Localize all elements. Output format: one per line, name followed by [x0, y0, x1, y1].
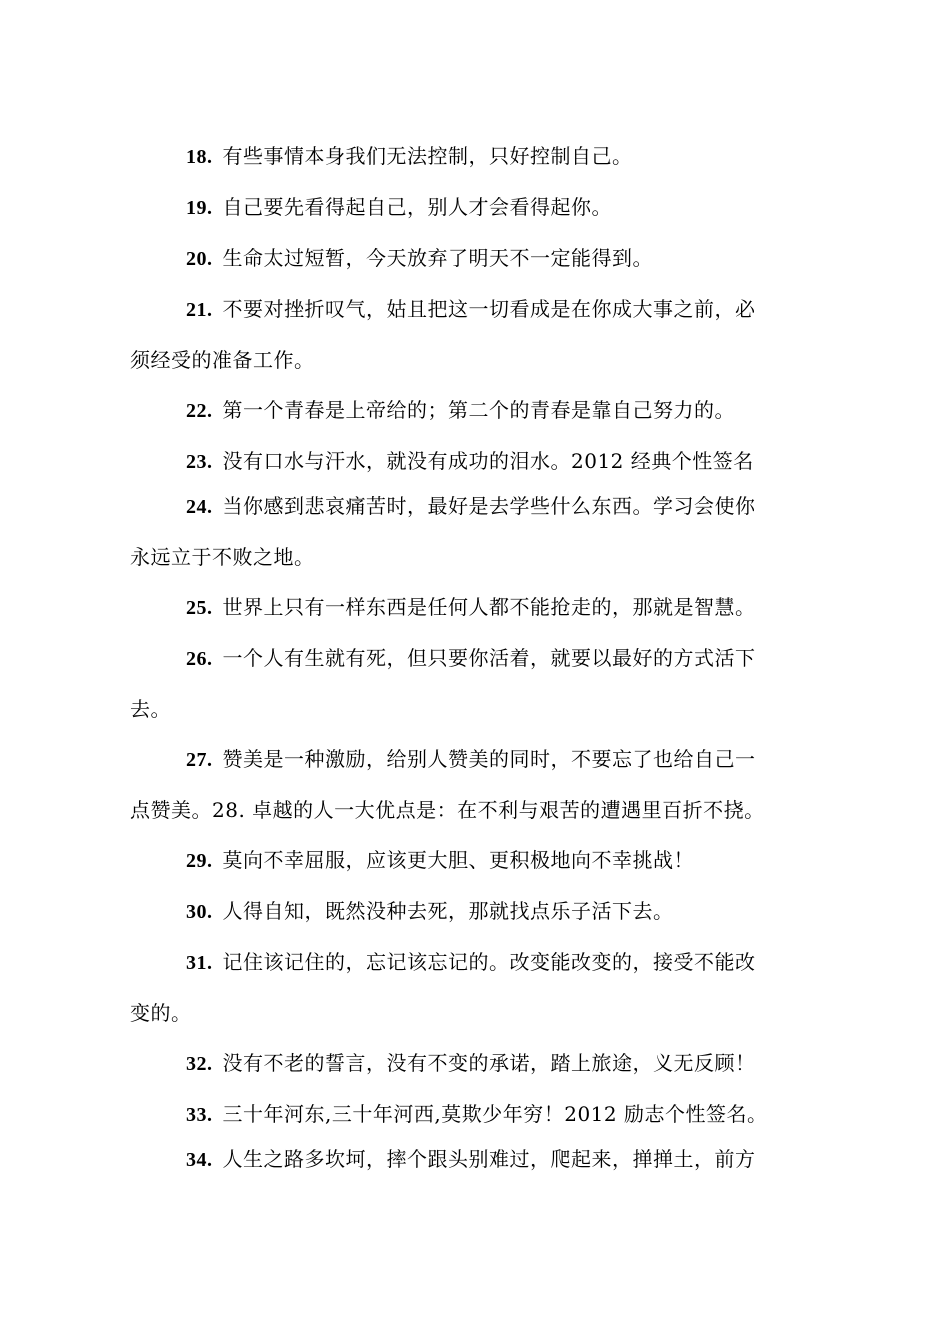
list-item [130, 848, 810, 873]
item-text: 有些事情本身我们无法控制，只好控制自己。 [222, 144, 633, 168]
item-number: 32. [186, 1053, 213, 1075]
list-item [130, 246, 810, 271]
item-text: 人生之路多坎坷，摔个跟头别难过，爬起来，掸掸土，前方 [222, 1147, 756, 1171]
item-number: 26. [186, 648, 213, 670]
item-text-line2: 永远立于不败之地。 [130, 545, 315, 569]
item-text-line2: 变的。 [130, 1001, 192, 1025]
list-item [130, 899, 810, 924]
list-item [130, 195, 810, 220]
item-text: 人得自知，既然没种去死，那就找点乐子活下去。 [222, 899, 674, 923]
item-text: 没有不老的誓言，没有不变的承诺，踏上旅途，义无反顾！ [222, 1051, 756, 1075]
item-text-line1: 不要对挫折叹气，姑且把这一切看成是在你成大事之前，必 [222, 297, 756, 321]
item-number: 22. [186, 400, 213, 422]
item-number: 23. [186, 451, 213, 473]
list-item [130, 646, 810, 721]
item-text: 生命太过短暂，今天放弃了明天不一定能得到。 [222, 246, 653, 270]
item-text: 自己要先看得起自己，别人才会看得起你。 [222, 195, 612, 219]
item-text: 第一个青春是上帝给的；第二个的青春是靠自己努力的。 [222, 398, 735, 422]
list-item [130, 1147, 810, 1172]
item-text-line1: 当你感到悲哀痛苦时，最好是去学些什么东西。学习会使你 [222, 494, 756, 518]
item-text-line1: 一个人有生就有死，但只要你活着，就要以最好的方式活下 [222, 646, 756, 670]
item-number: 31. [186, 952, 213, 974]
item-text: 莫向不幸屈服，应该更大胆、更积极地向不幸挑战！ [222, 848, 694, 872]
item-text-line2: 去。 [130, 697, 171, 721]
list-item [130, 595, 810, 620]
item-number: 18. [186, 146, 213, 168]
item-text: 三十年河东,三十年河西,莫欺少年穷！2012 励志个性签名。 [222, 1102, 768, 1126]
item-text: 世界上只有一样东西是任何人都不能抢走的，那就是智慧。 [222, 595, 756, 619]
item-number: 27. [186, 749, 213, 771]
item-number: 25. [186, 597, 213, 619]
list-item [130, 297, 810, 372]
item-number: 29. [186, 850, 213, 872]
item-text-line1: 记住该记住的，忘记该忘记的。改变能改变的，接受不能改 [222, 950, 756, 974]
item-number: 30. [186, 901, 213, 923]
list-item [130, 494, 810, 569]
list-item [130, 398, 810, 423]
document-body [130, 144, 810, 1172]
list-item [130, 950, 810, 1025]
list-item [130, 449, 810, 474]
item-number: 34. [186, 1149, 213, 1171]
list-item [130, 144, 810, 169]
item-number: 20. [186, 248, 213, 270]
list-item [130, 747, 810, 822]
item-text: 没有口水与汗水，就没有成功的泪水。2012 经典个性签名 [222, 449, 754, 473]
item-number: 33. [186, 1104, 213, 1126]
item-text-line2: 须经受的准备工作。 [130, 348, 315, 372]
item-number: 21. [186, 299, 213, 321]
list-item [130, 1102, 810, 1127]
item-number: 24. [186, 496, 213, 518]
item-text-line1: 赞美是一种激励，给别人赞美的同时，不要忘了也给自己一 [222, 747, 756, 771]
list-item [130, 1051, 810, 1076]
item-number: 19. [186, 197, 213, 219]
item-text-line2: 点赞美。28. 卓越的人一大优点是：在不利与艰苦的遭遇里百折不挠。 [130, 798, 765, 822]
